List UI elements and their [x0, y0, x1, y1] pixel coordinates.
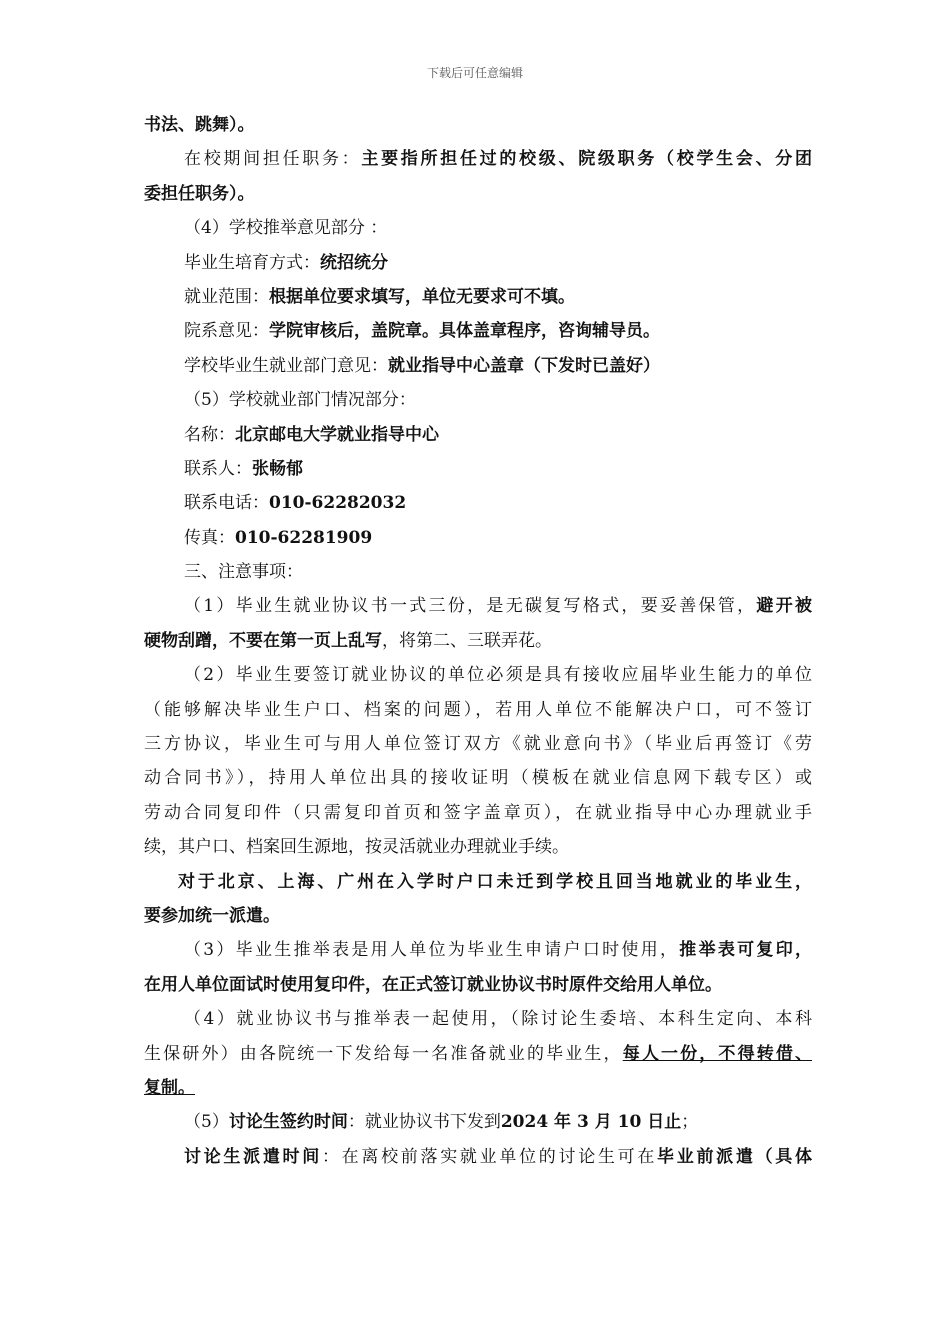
bold-text: 010-62282032 [269, 493, 407, 514]
bold-text: 北京邮电大学就业指导中心 [235, 424, 439, 445]
text-line [144, 280, 812, 314]
text-line [144, 177, 812, 211]
text-line [144, 486, 812, 520]
text-segment: （1）毕业生就业协议书一式三份，是无碳复写格式，要妥善保管， [184, 596, 757, 617]
text-line [144, 1002, 812, 1036]
bold-text: 每人一份，不得转借、 [622, 1043, 812, 1064]
text-segment: 名称： [184, 424, 235, 445]
bold-text: 学院审核后，盖院章。具体盖章程序，咨询辅导员。 [269, 321, 660, 342]
text-line [144, 796, 812, 830]
text-line [144, 933, 812, 967]
text-segment: 三方协议，毕业生可与用人单位签订双方《就业意向书》（毕业后再签订《劳 [144, 734, 812, 755]
text-line [144, 624, 812, 658]
text-segment: （2）毕业生要签订就业协议的单位必须是具有接收应届毕业生能力的单位 [184, 665, 812, 686]
bold-text: 010-62281909 [235, 527, 373, 548]
text-segment: 联系电话： [184, 493, 269, 514]
text-segment: 动合同书》），持用人单位出具的接收证明（模板在就业信息网下载专区）或 [144, 768, 812, 789]
text-line [144, 968, 812, 1002]
text-line [144, 108, 812, 142]
text-line [144, 555, 812, 589]
text-segment: 学校毕业生就业部门意见： [184, 355, 388, 376]
text-segment: ； [681, 1112, 699, 1133]
text-segment: ：在离校前落实就业单位的讨论生可在 [321, 1146, 658, 1167]
bold-text: 复制。 [144, 1077, 195, 1098]
text-segment: ：就业协议书下发到 [347, 1112, 501, 1133]
text-line [144, 246, 812, 280]
text-line [144, 383, 812, 417]
text-segment: ，将第二、三联弄花。 [382, 630, 552, 651]
text-segment: 就业范围： [184, 286, 269, 307]
text-line [144, 727, 812, 761]
bold-text: 主要指所担任过的校级、院级职务（校学生会、分团 [361, 149, 812, 170]
text-line [144, 865, 812, 899]
text-segment: 三、注意事项： [184, 562, 303, 583]
text-line [144, 1105, 812, 1139]
text-segment: 院系意见： [184, 321, 269, 342]
bold-text: 硬物刮蹭，不要在第一页上乱写 [144, 630, 382, 651]
bold-text: 就业指导中心盖章（下发时已盖好） [388, 355, 660, 376]
bold-text: 要参加统一派遣。 [144, 905, 280, 926]
bold-text: 讨论生签约时间 [228, 1112, 348, 1133]
bold-text: 避开被 [756, 596, 812, 617]
text-line [144, 1140, 812, 1174]
text-segment: （5） [184, 1112, 229, 1133]
text-line [144, 589, 812, 623]
text-line [144, 452, 812, 486]
document-body [144, 108, 812, 1174]
bold-text: 毕业前派遣（具体 [657, 1146, 812, 1167]
bold-text: 对于北京、上海、广州在入学时户口未迁到学校且回当地就业的毕业生， [178, 871, 812, 892]
text-segment: 传真： [184, 527, 235, 548]
text-line [144, 830, 812, 864]
text-segment: 毕业生培育方式： [184, 252, 320, 273]
text-line [144, 521, 812, 555]
text-line [144, 211, 812, 245]
text-segment: 联系人： [184, 458, 252, 479]
text-line [144, 761, 812, 795]
bold-text: 2024 年 3 月 10 日止 [500, 1112, 682, 1133]
text-segment: （能够解决毕业生户口、档案的问题），若用人单位不能解决户口，可不签订 [144, 699, 812, 720]
text-segment: （3）毕业生推举表是用人单位为毕业生申请户口时使用， [184, 940, 680, 961]
page-header: 下载后可任意编辑 [426, 66, 523, 80]
text-line [144, 142, 812, 176]
text-segment: 劳动合同复印件（只需复印首页和签字盖章页），在就业指导中心办理就业手 [144, 802, 812, 823]
text-line [144, 314, 812, 348]
bold-text: 张畅郁 [252, 458, 303, 479]
text-segment: 生保研外）由各院统一下发给每一名准备就业的毕业生， [144, 1043, 623, 1064]
text-segment: 续，其户口、档案回生源地，按灵活就业办理就业手续。 [144, 837, 569, 858]
text-segment: （5）学校就业部门情况部分： [184, 390, 416, 411]
bold-text: 推举表可复印， [679, 940, 812, 961]
text-segment: （4）学校推举意见部分 ： [184, 218, 388, 239]
bold-text: 讨论生派遣时间 [184, 1146, 322, 1167]
text-line [144, 693, 812, 727]
bold-text: 委担任职务）。 [144, 183, 255, 204]
text-segment: 在校期间担任职务： [184, 149, 362, 170]
bold-text: 书法、跳舞）。 [144, 115, 255, 135]
bold-text: 根据单位要求填写，单位无要求可不填。 [269, 286, 575, 307]
text-line [144, 1037, 812, 1071]
text-line [144, 349, 812, 383]
text-line [144, 658, 812, 692]
text-line [144, 899, 812, 933]
text-segment: （4）就业协议书与推举表一起使用，（除讨论生委培、本科生定向、本科 [184, 1009, 812, 1030]
bold-text: 在用人单位面试时使用复印件，在正式签订就业协议书时原件交给用人单位。 [144, 974, 722, 995]
text-line [144, 418, 812, 452]
text-line [144, 1071, 812, 1105]
bold-text: 统招统分 [320, 252, 388, 273]
